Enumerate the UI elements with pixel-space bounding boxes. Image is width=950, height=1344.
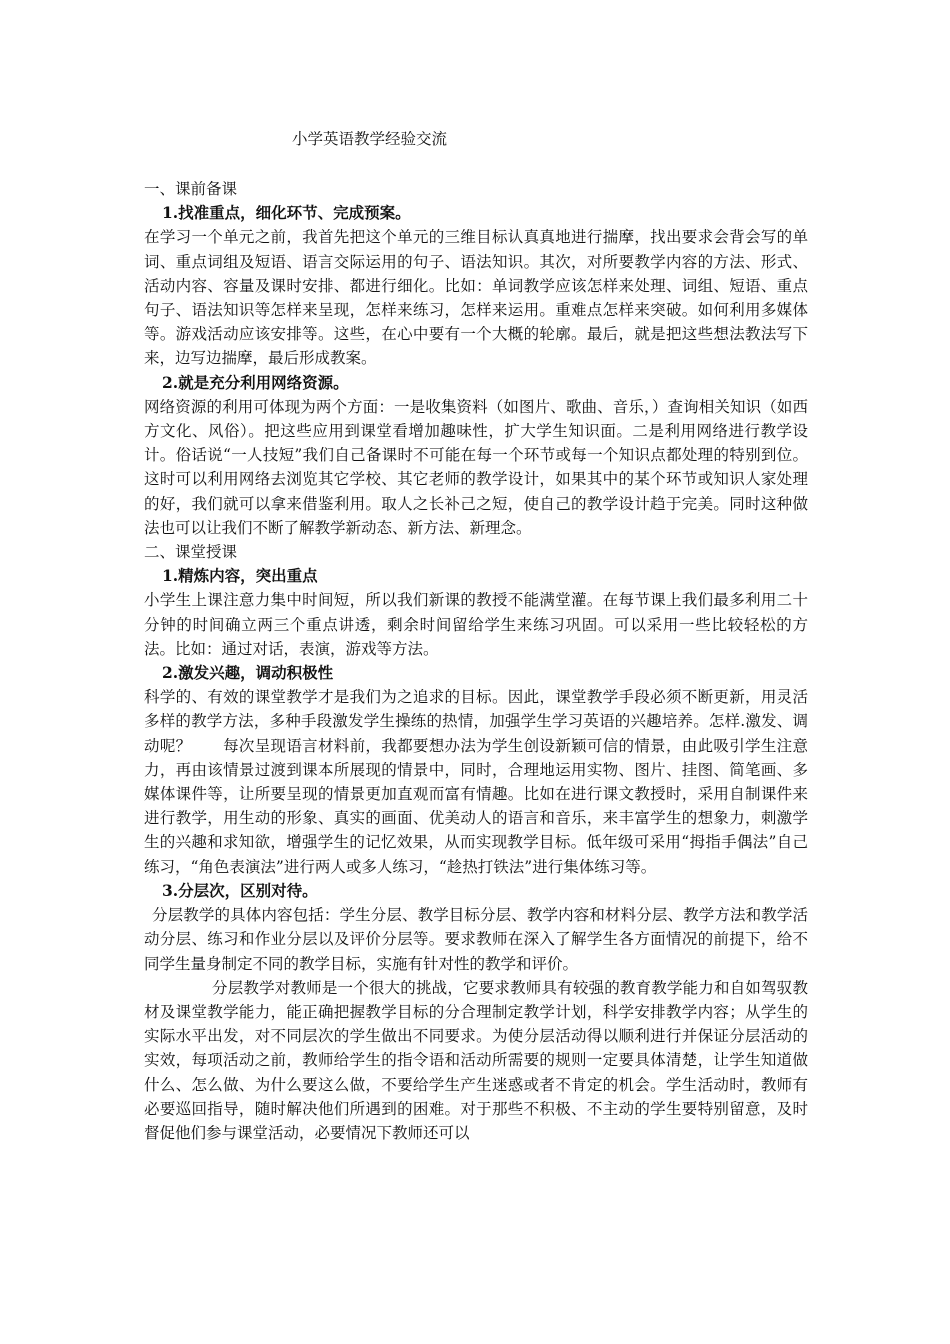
paragraph-2-2: 科学的、有效的课堂教学才是我们为之追求的目标。因此，课堂教学手段必须不断更新，用灵活多样的教学方法，多种手段激发学生操练的热情，加强学生学习英语的兴趣培养。怎样.激发、调动呢？ 每次呈现语言材料前，我都要想办法为学生创设新颖可信的情景，由此吸引学生注意力，再由该情景过渡到课本所展现的情景中，同时，合理地运用实物、图片、挂图、简笔画、多媒体课件等，让所要呈现的情景更加直观而富有情趣。比如在进行课文教授时，采用自制课件来进行教学，用生动的形象、真实的画面、优美动人的语言和音乐，来丰富学生的想象力，刺激学生的兴趣和求知欲，增强学生的记忆效果，从而实现教学目标。低年级可采用“拇指手偶法”自己练习，“角色表演法”进行两人或多人练习，“趁热打铁法”进行集体练习等。 (144, 688, 808, 876)
subheading-2-1: 1.精炼内容，突出重点 (162, 566, 318, 586)
subheading-1-2: 2.就是充分利用网络资源。 (162, 372, 349, 392)
section-heading-2: 二、课堂授课 (144, 543, 238, 562)
subheading-2-2: 2.激发兴趣，调动积极性 (162, 663, 334, 683)
section-heading-1: 一、课前备课 (144, 180, 238, 198)
document-body (144, 177, 808, 1145)
paragraph-2-3: 分层教学的具体内容包括：学生分层、教学目标分层、教学内容和材料分层、教学方法和教学活动分层、练习和作业分层以及评价分层等。要求教师在深入了解学生各方面情况的前提下，给不同学生量身制定不同的教学目标，实施有针对性的教学和评价。 (144, 906, 808, 973)
document-title: 小学英语教学经验交流 (292, 130, 448, 148)
paragraph-2-1: 小学生上课注意力集中时间短，所以我们新课的教授不能满堂灌。在每节课上我们最多利用二十分钟的时间确立两三个重点讲透，剩余时间留给学生来练习巩固。可以采用一些比较轻松的方法。比如：通过对话，表演，游戏等方法。 (144, 591, 808, 658)
subheading-1-1: 1.找准重点，细化环节、完成预案。 (162, 203, 411, 223)
paragraph-1-2: 网络资源的利用可体现为两个方面：一是收集资料（如图片、歌曲、音乐，）查询相关知识（如西方文化、风俗）。把这些应用到课堂看增加趣味性，扩大学生知识面。二是利用网络进行教学设计。俗话说“一人技短”我们自己备课时不可能在每一个环节或每一个知识点都处理的特别到位。这时可以利用网络去浏览其它学校、其它老师的教学设计，如果其中的某个环节或知识人家处理的好，我们就可以拿来借鉴利用。取人之长补己之短，使自己的教学设计趋于完美。同时这种做法也可以让我们不断了解教学新动态、新方法、新理念。 (144, 397, 808, 537)
paragraph-1-1: 在学习一个单元之前，我首先把这个单元的三维目标认真真地进行揣摩，找出要求会背会写的单词、重点词组及短语、语言交际运用的句子、语法知识。其次，对所要教学内容的方法、形式、活动内容、容量及课时安排、都进行细化。比如：单词教学应该怎样来处理、词组、短语、重点句子、语法知识等怎样来呈现，怎样来练习，怎样来运用。重难点怎样来突破。如何利用多媒体等。游戏活动应该安排等。这些，在心中要有一个大概的轮廓。最后，就是把这些想法教法写下来，边写边揣摩，最后形成教案。 (144, 228, 808, 368)
subheading-2-3: 3.分层次，区别对待。 (162, 880, 318, 900)
paragraph-2-4: 分层教学对教师是一个很大的挑战，它要求教师具有较强的教育教学能力和自如驾驭教材及课堂教学能力，能正确把握教学目标的分合理制定教学计划，科学安排教学内容；从学生的实际水平出发，对不同层次的学生做出不同要求。为使分层活动得以顺利进行并保证分层活动的实效，每项活动之前，教师给学生的指令语和活动所需要的规则一定要具体清楚，让学生知道做什么、怎么做、为什么要这么做，不要给学生产生迷惑或者不肯定的机会。学生活动时，教师有必要巡回指导，随时解决他们所遇到的困难。对于那些不积极、不主动的学生要特别留意，及时督促他们参与课堂活动，必要情况下教师还可以 (144, 978, 808, 1142)
